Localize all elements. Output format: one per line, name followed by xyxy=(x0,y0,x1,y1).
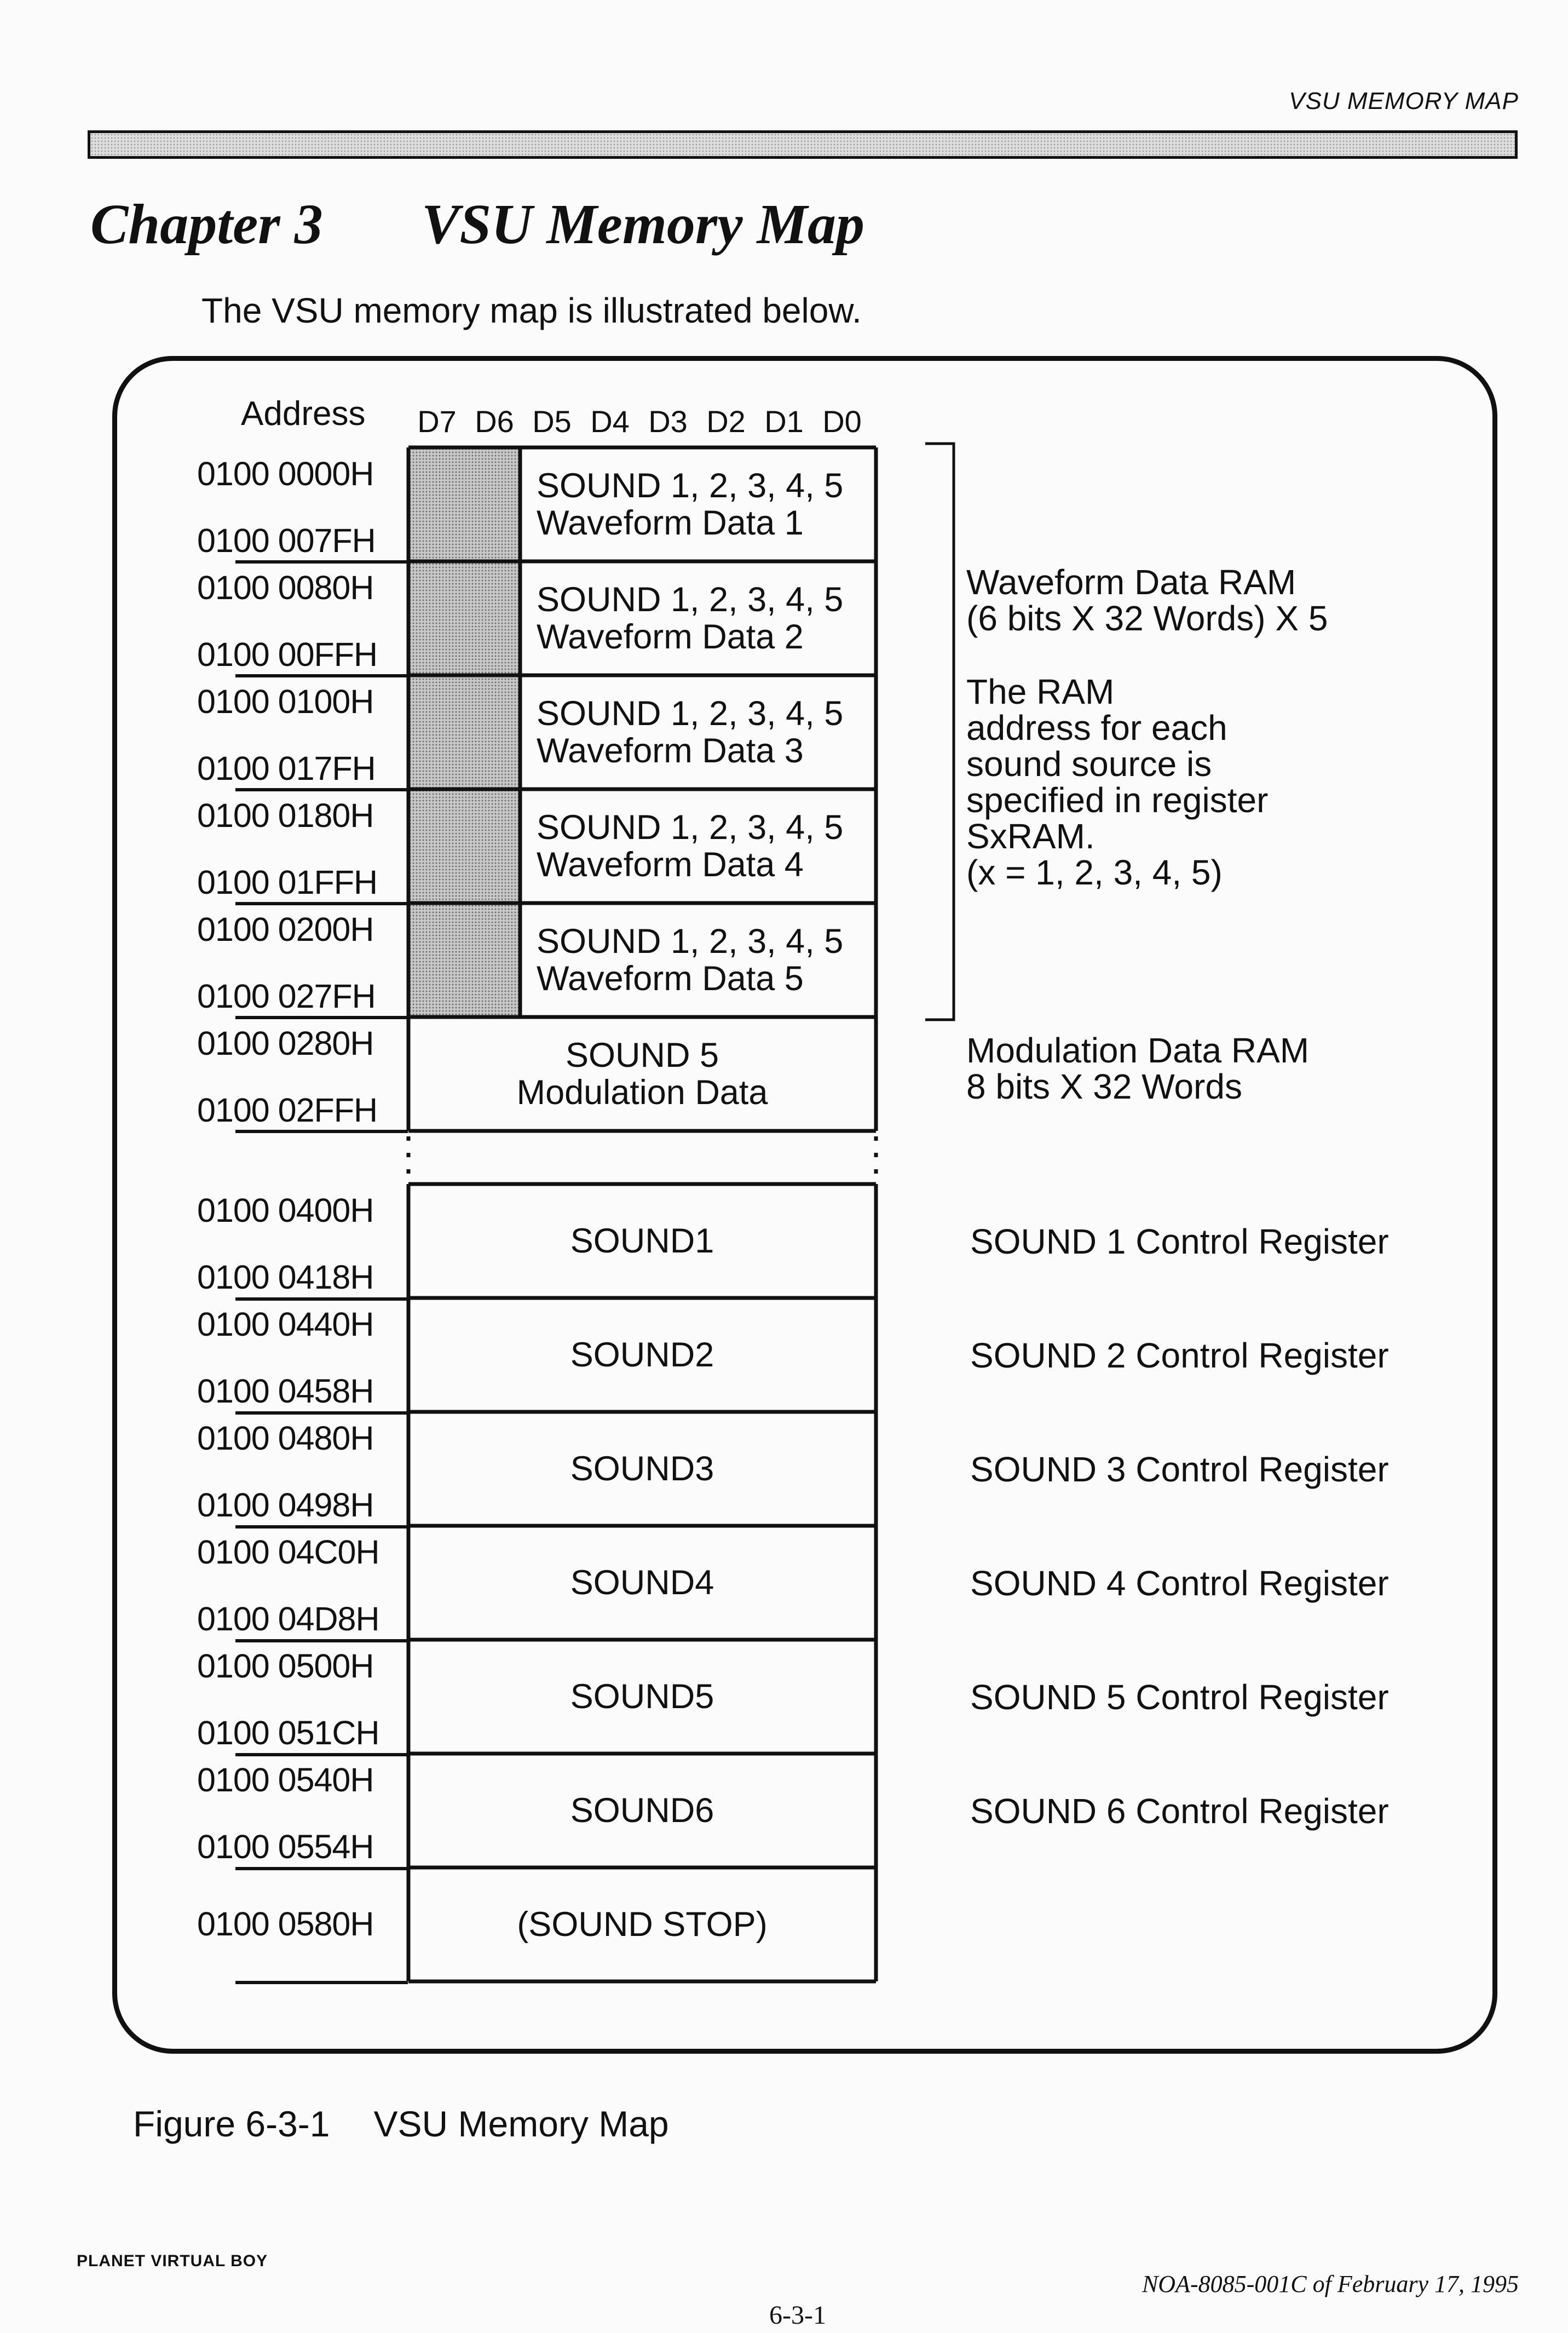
cell-label: SOUND1 xyxy=(570,1222,714,1260)
description-line: SxRAM. xyxy=(966,817,1095,856)
footer-document-id: NOA-8085-001C of February 17, 1995 xyxy=(1142,2271,1519,2297)
cell-line: SOUND 1, 2, 3, 4, 5 xyxy=(537,808,844,847)
control-register-description: SOUND 6 Control Register xyxy=(970,1791,1389,1831)
figure-number: Figure 6-3-1 xyxy=(133,2104,330,2144)
control-register-description: SOUND 3 Control Register xyxy=(970,1450,1389,1489)
cell-line: SOUND 1, 2, 3, 4, 5 xyxy=(537,467,844,505)
address-end: 0100 027FH xyxy=(197,978,376,1015)
waveform-bracket xyxy=(925,444,954,1020)
control-register-description: SOUND 1 Control Register xyxy=(970,1222,1389,1261)
address-start: 0100 0180H xyxy=(197,797,374,834)
control-register-description: SOUND 4 Control Register xyxy=(970,1564,1389,1603)
address-end: 0100 0418H xyxy=(197,1259,374,1296)
control-register-description: SOUND 5 Control Register xyxy=(970,1677,1389,1717)
address-start: 0100 0440H xyxy=(197,1306,374,1343)
cell-line: SOUND 1, 2, 3, 4, 5 xyxy=(537,694,844,733)
bit-label-d4: D4 xyxy=(590,404,630,439)
bit-label-d6: D6 xyxy=(475,404,514,439)
address-end: 0100 04D8H xyxy=(197,1600,379,1637)
description-line: Waveform Data RAM xyxy=(966,562,1296,602)
footer-source-label: PLANET VIRTUAL BOY xyxy=(77,2252,268,2270)
cell-line: Waveform Data 1 xyxy=(537,504,804,542)
address-end: 0100 051CH xyxy=(197,1714,379,1751)
cell-label: SOUND5 xyxy=(570,1677,714,1716)
intro-paragraph: The VSU memory map is illustrated below. xyxy=(201,291,862,330)
address-end: 0100 02FFH xyxy=(197,1091,378,1129)
control-register-description: SOUND 2 Control Register xyxy=(970,1336,1389,1375)
address-start: 0100 0540H xyxy=(197,1761,374,1798)
description-line: (6 bits X 32 Words) X 5 xyxy=(966,599,1328,638)
address-end: 0100 00FFH xyxy=(197,636,378,673)
address-start: 0100 0080H xyxy=(197,569,374,606)
description-line: Modulation Data RAM xyxy=(966,1031,1310,1070)
cell-label: SOUND2 xyxy=(570,1336,714,1374)
description-line: (x = 1, 2, 3, 4, 5) xyxy=(966,853,1223,892)
address-start: 0100 0400H xyxy=(197,1192,374,1229)
bit-label-d1: D1 xyxy=(764,404,804,439)
address-end: 0100 0554H xyxy=(197,1828,374,1865)
address-start: 0100 0480H xyxy=(197,1420,374,1457)
bit-label-d3: D3 xyxy=(648,404,688,439)
address-end: 0100 017FH xyxy=(197,750,376,787)
address-end: 0100 0498H xyxy=(197,1486,374,1524)
running-header: VSU MEMORY MAP xyxy=(1289,88,1519,114)
cell-label: SOUND6 xyxy=(570,1791,714,1830)
cell-line: Modulation Data xyxy=(516,1073,768,1112)
address-start: 0100 0280H xyxy=(197,1025,374,1062)
cell-line: SOUND 1, 2, 3, 4, 5 xyxy=(537,581,844,619)
description-line: specified in register xyxy=(966,780,1269,820)
address-end: 0100 0458H xyxy=(197,1372,374,1410)
bit-label-d7: D7 xyxy=(417,404,457,439)
cell-line: Waveform Data 2 xyxy=(537,618,804,656)
description-line: 8 bits X 32 Words xyxy=(966,1067,1242,1106)
cell-label: (SOUND STOP) xyxy=(517,1905,768,1944)
cell-label: SOUND3 xyxy=(570,1450,714,1488)
cell-line: SOUND 5 xyxy=(565,1036,719,1074)
address-end: 0100 01FFH xyxy=(197,864,378,901)
address-start: 0100 0500H xyxy=(197,1647,374,1685)
description-line: address for each xyxy=(966,708,1227,748)
figure-caption xyxy=(133,2103,669,2145)
cell-line: Waveform Data 5 xyxy=(537,959,804,998)
address-start: 0100 0000H xyxy=(197,455,374,492)
address-start: 0100 0200H xyxy=(197,911,374,948)
address-start: 0100 0580H xyxy=(197,1905,374,1943)
bit-label-d5: D5 xyxy=(532,404,572,439)
description-line: sound source is xyxy=(966,744,1212,784)
address-start: 0100 04C0H xyxy=(197,1533,379,1571)
page-number: 6-3-1 xyxy=(769,2301,826,2330)
bit-label-d0: D0 xyxy=(822,404,862,439)
address-column-header: Address xyxy=(241,395,366,433)
chapter-number: Chapter 3 xyxy=(90,193,323,256)
description-line: The RAM xyxy=(966,672,1115,711)
address-start: 0100 0100H xyxy=(197,683,374,720)
chapter-title: VSU Memory Map xyxy=(422,193,864,256)
address-end: 0100 007FH xyxy=(197,522,376,559)
cell-line: SOUND 1, 2, 3, 4, 5 xyxy=(537,922,844,961)
bit-label-d2: D2 xyxy=(706,404,746,439)
cell-line: Waveform Data 3 xyxy=(537,732,804,770)
cell-label: SOUND4 xyxy=(570,1564,714,1602)
cell-line: Waveform Data 4 xyxy=(537,846,804,884)
figure-title: VSU Memory Map xyxy=(373,2104,669,2144)
